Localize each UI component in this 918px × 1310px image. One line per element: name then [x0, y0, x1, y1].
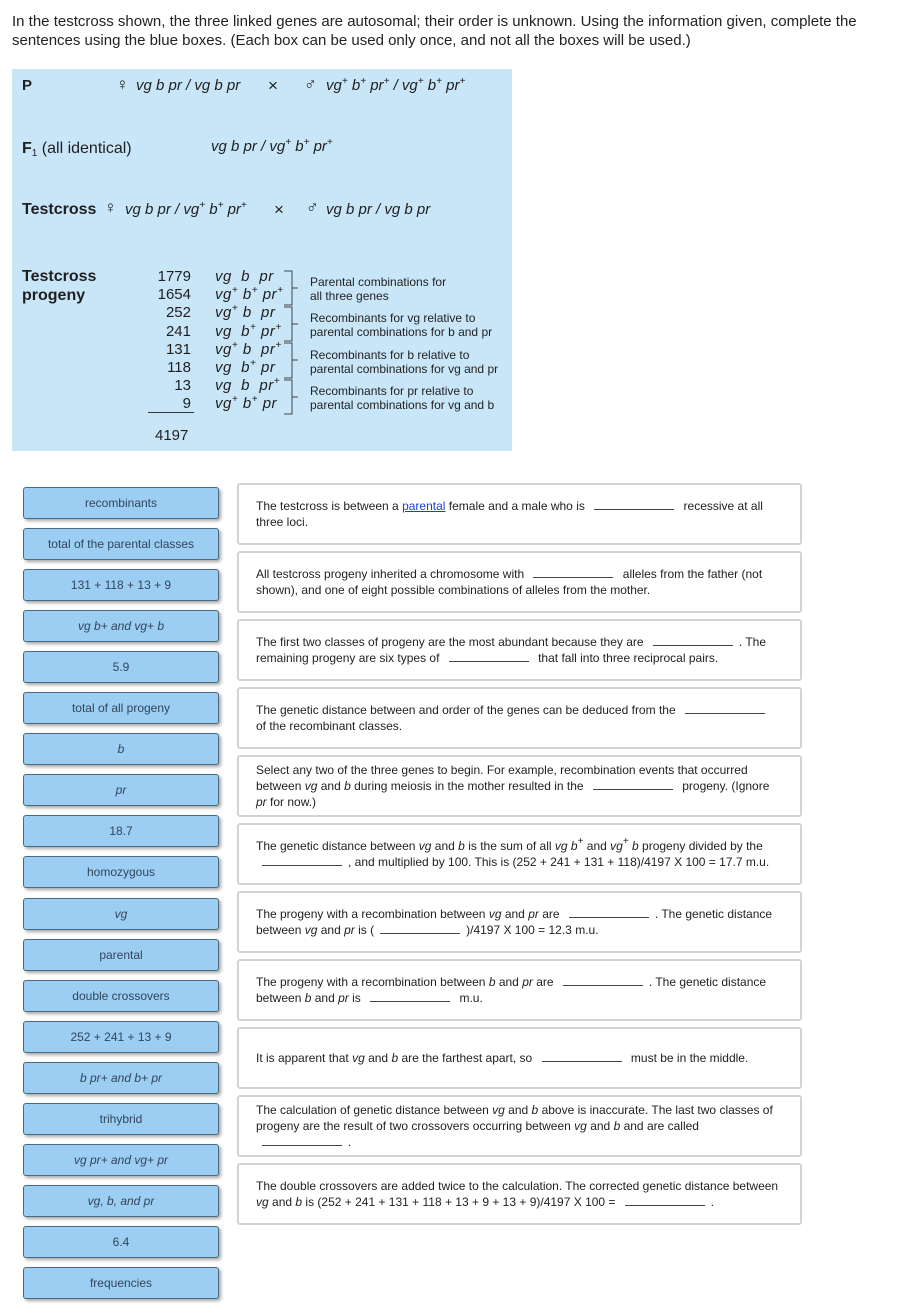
sentence-fragment: The testcross is between a: [256, 499, 403, 513]
answer-blank[interactable]: [625, 1194, 705, 1206]
wildtype-superscript: +: [199, 200, 206, 211]
gene-symbol: vg: [610, 839, 623, 853]
sentence-fragment: and: [364, 1051, 392, 1065]
answer-chip[interactable]: vg, b, and pr: [23, 1185, 219, 1217]
answer-chip[interactable]: vg b+ and vg+ b: [23, 610, 219, 642]
progeny-count: 118: [167, 359, 191, 376]
answer-blank[interactable]: [533, 566, 613, 578]
progeny-count: 241: [165, 322, 191, 340]
wildtype-superscript: +: [275, 339, 282, 351]
sentence-fragment: .: [710, 1195, 715, 1209]
progeny-count: 13: [174, 377, 191, 395]
answer-blank[interactable]: [262, 1134, 342, 1146]
sentence-box: [237, 619, 802, 681]
sentence-fragment: and: [504, 1103, 532, 1117]
gene-symbol: b: [628, 839, 639, 853]
progeny-genotype: [215, 377, 280, 394]
p-label: P: [22, 77, 33, 94]
female-symbol-icon: ♀: [104, 198, 117, 217]
sentence-fragment: that fall into three reciprocal pairs.: [534, 651, 719, 665]
wildtype-superscript: +: [275, 321, 282, 333]
glossary-link[interactable]: parental: [402, 499, 446, 513]
allele-text: pr: [366, 77, 384, 94]
gene-symbol: b: [531, 1103, 539, 1117]
f1-letter: F: [22, 140, 32, 157]
wildtype-superscript: +: [251, 285, 259, 297]
answer-chip[interactable]: total of all progeny: [23, 692, 219, 724]
answer-chip[interactable]: 131 + 118 + 13 + 9: [23, 569, 219, 601]
wildtype-superscript: +: [459, 76, 466, 87]
sentence-fragment: .: [348, 1135, 352, 1149]
gene-symbol: pr: [256, 795, 267, 809]
sentence-text: [256, 1102, 782, 1150]
f1-note: (all identical): [37, 140, 132, 157]
sentence-fragment: Select any two of the three genes to begin. For example, recombination events that occurred between: [256, 763, 751, 793]
note-line: Parental combinations for: [310, 275, 447, 289]
answer-blank[interactable]: [563, 974, 643, 986]
answer-chip[interactable]: parental: [23, 939, 219, 971]
answer-blank[interactable]: [380, 922, 460, 934]
testcross-label: Testcross: [22, 201, 97, 218]
sentence-fragment: and: [317, 779, 345, 793]
sentence-fragment: and: [501, 907, 529, 921]
progeny-genotype: [215, 323, 282, 340]
wildtype-superscript: +: [360, 76, 367, 87]
note-line: parental combinations for vg and b: [310, 398, 495, 412]
male-symbol-icon: ♂: [304, 75, 317, 94]
answer-blank[interactable]: [594, 498, 674, 510]
answer-chip[interactable]: homozygous: [23, 856, 219, 888]
sentence-fragment: . The genetic distance between: [256, 907, 776, 937]
sentence-box: [237, 891, 802, 953]
answer-blank[interactable]: [569, 906, 649, 918]
sentence-text: [256, 702, 782, 734]
sentence-fragment: above is inaccurate. The last two classes of progeny are the result of two crossovers occurring between: [256, 1103, 777, 1133]
sentence-text: [256, 906, 782, 938]
gene-symbol: vg: [304, 923, 318, 937]
note-line: Recombinants for b relative to: [310, 348, 470, 362]
allele-text: vg b pr: [215, 377, 274, 395]
sentence-fragment: . The genetic distance between: [256, 975, 770, 1005]
progeny-genotype: [215, 359, 275, 376]
answer-chip[interactable]: frequencies: [23, 1267, 219, 1299]
progeny-count: 1654: [157, 286, 191, 304]
wildtype-superscript: +: [250, 358, 257, 369]
gene-symbol: pr: [338, 991, 349, 1005]
sentence-box: [237, 483, 802, 545]
bracket-b: [284, 343, 292, 378]
allele-text: vg b pr: [215, 268, 274, 285]
allele-text: b: [238, 395, 252, 413]
wildtype-superscript: +: [303, 137, 310, 148]
sentence-box: [237, 755, 802, 817]
wildtype-superscript: +: [577, 836, 584, 847]
wildtype-superscript: +: [341, 76, 348, 87]
sentence-fragment: are the farthest apart, so: [398, 1051, 536, 1065]
sentence-fragment: and: [268, 1195, 296, 1209]
sentence-fragment: The progeny with a recombination between: [256, 907, 489, 921]
progeny-total: 4197: [155, 427, 189, 444]
bracket-pr: [284, 380, 292, 414]
wildtype-superscript: +: [240, 200, 247, 211]
sentence-fragment: female and a male who is: [445, 499, 589, 513]
wildtype-superscript: +: [217, 200, 224, 211]
answer-chip[interactable]: recombinants: [23, 487, 219, 519]
gene-symbol: vg: [418, 839, 432, 853]
sentence-box: [237, 1163, 802, 1225]
sentence-fragment: alleles from the father (not shown), and one of eight possible combinations of alleles from the mother.: [256, 567, 766, 597]
wildtype-superscript: +: [436, 76, 442, 87]
allele-text: pr: [258, 395, 278, 413]
gene-symbol: vg: [352, 1051, 365, 1065]
sentence-fragment: . The remaining progeny are six types of: [256, 635, 770, 665]
sentence-fragment: , and multiplied by 100. This is (252 + 241 + 131 + 118)/4197 X 100 = 17.7 m.u.: [348, 855, 770, 869]
answer-blank[interactable]: [685, 702, 765, 714]
note-line: Recombinants for vg relative to: [310, 311, 476, 325]
progeny-label-line1: Testcross: [22, 268, 97, 285]
wildtype-superscript: +: [251, 394, 259, 406]
note-line: all three genes: [310, 289, 389, 303]
sentence-fragment: are: [538, 907, 563, 921]
answer-chip[interactable]: vg: [23, 898, 219, 930]
progeny-genotype: [215, 341, 282, 358]
progeny-note: [310, 311, 492, 339]
allele-text: vg: [215, 395, 232, 413]
allele-text: pr: [441, 77, 460, 94]
gene-symbol: vg: [492, 1103, 505, 1117]
answer-chip[interactable]: b: [23, 733, 219, 765]
allele-text: pr: [256, 359, 276, 376]
sentence-fragment: and: [431, 839, 459, 853]
sentence-fragment: and: [495, 975, 523, 989]
sentence-box: [237, 1027, 802, 1089]
wildtype-superscript: +: [231, 285, 239, 297]
allele-text: b: [291, 138, 304, 155]
sentence-text: [256, 1178, 782, 1210]
answer-chip[interactable]: 18.7: [23, 815, 219, 847]
gene-symbol: b: [304, 991, 312, 1005]
testcross-diagram: [12, 69, 512, 451]
sentence-fragment: and: [311, 991, 339, 1005]
wildtype-superscript: +: [273, 376, 281, 388]
progeny-count: 9: [182, 395, 191, 413]
answer-chip[interactable]: 252 + 241 + 13 + 9: [23, 1021, 219, 1053]
times-icon: ×: [268, 76, 278, 95]
gene-symbol: b: [488, 975, 496, 989]
wildtype-superscript: +: [231, 394, 239, 406]
answer-blank[interactable]: [262, 854, 342, 866]
answer-chip[interactable]: vg pr+ and vg+ pr: [23, 1144, 219, 1176]
p-female-genotype: vg b pr / vg b pr: [136, 77, 241, 94]
progeny-genotype: [215, 268, 274, 285]
allele-text: pr: [256, 322, 276, 340]
answer-chip[interactable]: double crossovers: [23, 980, 219, 1012]
answer-blank[interactable]: [542, 1050, 622, 1062]
sentence-fragment: during meiosis in the mother resulted in the: [350, 779, 587, 793]
allele-text: b: [423, 77, 437, 94]
sentence-box: [237, 687, 802, 749]
gene-symbol: b: [295, 1195, 303, 1209]
progeny-count: 252: [165, 304, 191, 322]
sentence-fragment: All testcross progeny inherited a chromosome with: [256, 567, 528, 581]
sentence-fragment: and: [583, 839, 611, 853]
wildtype-superscript: +: [231, 303, 239, 315]
wildtype-superscript: +: [622, 836, 629, 847]
answer-chip[interactable]: pr: [23, 774, 219, 806]
allele-text: pr: [223, 201, 241, 218]
answer-chip[interactable]: b pr+ and b+ pr: [23, 1062, 219, 1094]
tc-male-genotype: vg b pr / vg b pr: [326, 201, 431, 218]
gene-symbol: vg: [488, 907, 502, 921]
sentence-text: [256, 566, 782, 598]
sentence-fragment: The double crossovers are added twice to the calculation. The corrected genetic distance between: [256, 1179, 782, 1193]
sentence-box: [237, 959, 802, 1021]
wildtype-superscript: +: [277, 285, 284, 297]
gene-symbol: b: [344, 779, 351, 793]
bracket-parental: [284, 271, 292, 305]
allele-text: pr: [309, 138, 327, 155]
sentence-fragment: must be in the middle.: [627, 1051, 749, 1065]
wildtype-superscript: +: [417, 76, 424, 87]
allele-text: b: [238, 286, 252, 304]
allele-text: b: [347, 77, 361, 94]
allele-text: vg b pr / vg: [125, 201, 200, 218]
f1-subscript: 1: [31, 148, 38, 159]
gene-symbol: b: [613, 1119, 621, 1133]
sentence-text: [256, 498, 782, 530]
note-line: parental combinations for vg and pr: [310, 362, 499, 376]
bracket-group: [280, 269, 304, 419]
allele-text: vg: [326, 77, 342, 94]
sentence-fragment: are: [532, 975, 557, 989]
allele-text: vg b: [215, 322, 251, 340]
sentence-fragment: The first two classes of progeny are the most abundant because they are: [256, 635, 647, 649]
sentence-fragment: of the recombinant classes.: [256, 703, 775, 733]
progeny-count: 1779: [157, 268, 191, 285]
answer-chip[interactable]: trihybrid: [23, 1103, 219, 1135]
sentence-fragment: is: [348, 991, 365, 1005]
answer-chip[interactable]: 6.4: [23, 1226, 219, 1258]
answer-chip[interactable]: total of the parental classes: [23, 528, 219, 560]
sentence-fragment: is (: [354, 923, 375, 937]
answer-blank[interactable]: [593, 778, 673, 790]
sentence-fragment: progeny divided by the: [638, 839, 767, 853]
sentence-box: [237, 551, 802, 613]
wildtype-superscript: +: [326, 137, 333, 148]
progeny-genotype: [215, 395, 277, 412]
progeny-label-line2: progeny: [22, 287, 86, 304]
gene-symbol: vg: [256, 1195, 269, 1209]
f1-label: [22, 140, 132, 158]
gene-symbol: vg b: [554, 839, 578, 853]
sentence-fragment: The progeny with a recombination between: [256, 975, 489, 989]
wildtype-superscript: +: [383, 76, 390, 87]
sentence-fragment: is (252 + 241 + 131 + 118 + 13 + 9 + 13 + 9)/4197 X 100 =: [302, 1195, 619, 1209]
gene-symbol: b: [391, 1051, 399, 1065]
sum-divider: [148, 412, 194, 413]
answer-chip[interactable]: 5.9: [23, 651, 219, 683]
progeny-note: [310, 384, 494, 412]
sentence-box: [237, 823, 802, 885]
sentence-text: [256, 974, 782, 1006]
f1-genotype: [211, 138, 333, 155]
allele-text: vg: [215, 304, 232, 322]
progeny-count: 131: [165, 340, 191, 358]
allele-text: b pr: [238, 340, 276, 358]
sentence-fragment: for now.): [266, 795, 317, 809]
sentence-box: [237, 1095, 802, 1157]
wildtype-superscript: +: [250, 321, 257, 333]
allele-text: vg b: [215, 359, 251, 376]
sentence-text: [256, 838, 782, 870]
allele-text: vg b pr / vg: [211, 138, 286, 155]
sentence-fragment: and: [586, 1119, 614, 1133]
allele-text: pr: [258, 286, 278, 304]
allele-text: vg: [215, 286, 232, 304]
wildtype-superscript: +: [285, 137, 292, 148]
tc-female-genotype: [125, 201, 247, 218]
progeny-genotype: [215, 286, 283, 303]
allele-text: b: [205, 201, 218, 218]
gene-symbol: vg: [304, 779, 318, 793]
answer-blank[interactable]: [653, 634, 733, 646]
question-prompt: In the testcross shown, the three linked genes are autosomal; their order is unknown. Using the information given, complete the sentences using the blue boxes. (Each box can be used only once, and not all the boxes will be used.): [12, 13, 857, 49]
bracket-vg: [284, 307, 292, 341]
gene-symbol: vg: [574, 1119, 587, 1133]
sentence-fragment: m.u.: [456, 991, 483, 1005]
allele-text: / vg: [389, 77, 418, 94]
answer-blank[interactable]: [370, 990, 450, 1002]
gene-symbol: pr: [344, 923, 355, 937]
sentence-text: [256, 762, 782, 810]
progeny-note: [310, 275, 446, 303]
gene-symbol: b: [458, 839, 465, 853]
answer-blank[interactable]: [449, 650, 529, 662]
p-male-genotype: [326, 77, 465, 94]
female-symbol-icon: ♀: [116, 75, 129, 94]
times-icon: ×: [274, 200, 284, 219]
note-line: parental combinations for b and pr: [310, 325, 493, 339]
sentence-fragment: The genetic distance between: [256, 839, 419, 853]
sentence-fragment: and are called: [620, 1119, 703, 1133]
allele-text: vg: [215, 340, 232, 358]
gene-symbol: pr: [522, 975, 533, 989]
note-line: Recombinants for pr relative to: [310, 384, 474, 398]
sentence-fragment: and: [317, 923, 345, 937]
sentence-fragment: It is apparent that: [256, 1051, 353, 1065]
allele-text: b pr: [238, 304, 276, 322]
male-symbol-icon: ♂: [306, 198, 319, 217]
progeny-genotype: [215, 304, 275, 321]
sentence-fragment: progeny. (Ignore: [678, 779, 773, 793]
gene-symbol: pr: [528, 907, 539, 921]
sentence-fragment: is the sum of all: [464, 839, 555, 853]
wildtype-superscript: +: [231, 339, 239, 351]
sentence-fragment: The genetic distance between and order of the genes can be deduced from the: [256, 703, 679, 717]
sentence-text: [256, 1050, 782, 1066]
sentence-text: [256, 634, 782, 666]
sentence-fragment: The calculation of genetic distance between: [256, 1103, 493, 1117]
progeny-note: [310, 348, 498, 376]
sentence-fragment: recessive at all three loci.: [256, 499, 767, 529]
sentence-fragment: )/4197 X 100 = 12.3 m.u.: [466, 923, 599, 937]
